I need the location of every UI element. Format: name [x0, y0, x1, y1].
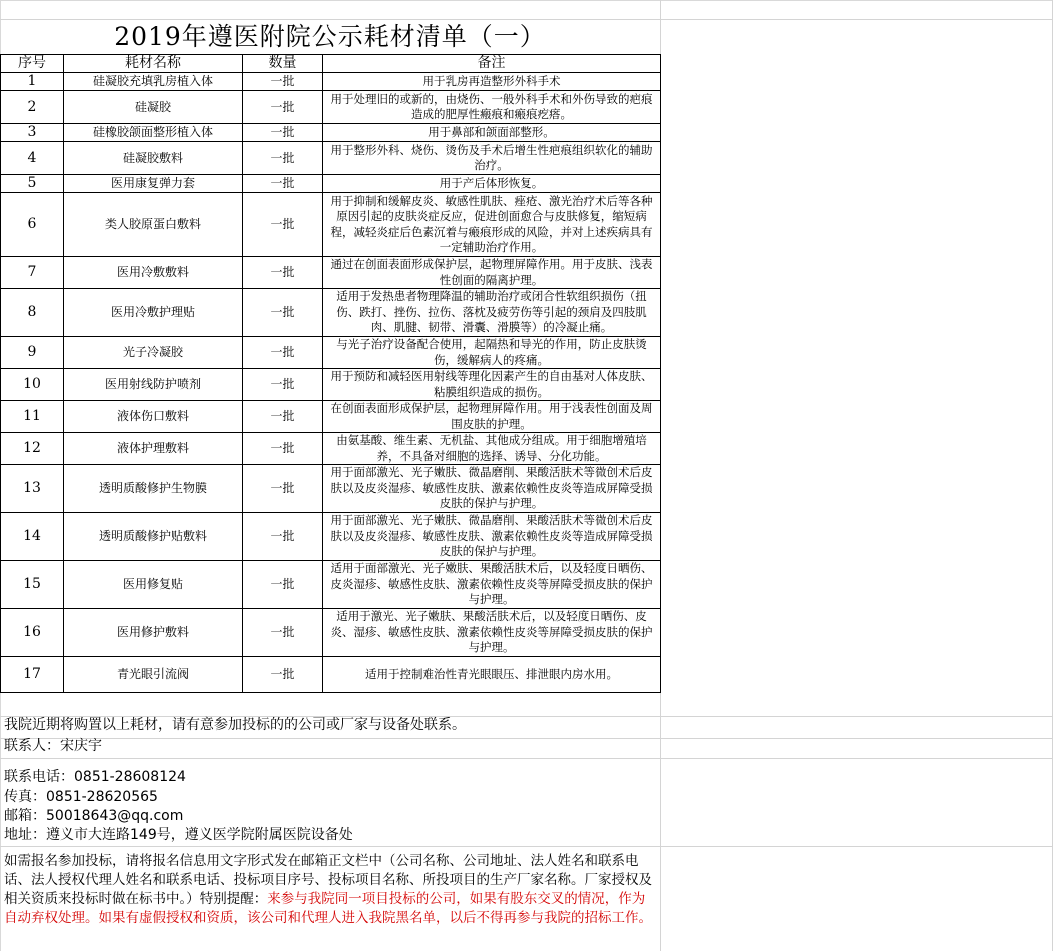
cell-remark: 适用于激光、光子嫩肤、果酸活肤术后，以及轻度日晒伤、皮炎、湿疹、敏感性皮肤、激素依赖性皮炎等屏障受损皮肤的保护与护理。	[323, 609, 661, 657]
cell-remark: 适用于发热患者物理降温的辅助治疗或闭合性软组织损伤（扭伤、跌打、挫伤、拉伤、落枕及疲劳伤等引起的颈肩及四肢肌肉、肌腱、韧带、滑囊、滑膜等）的冷凝止痛。	[323, 289, 661, 337]
table-row	[1, 369, 661, 401]
table-row	[1, 91, 661, 124]
cell-quantity: 一批	[243, 91, 323, 124]
cell-remark: 与光子治疗设备配合使用，起隔热和导光的作用，防止皮肤烫伤，缓解病人的疼痛。	[323, 337, 661, 369]
contact-fax: 传真：0851-28620565	[4, 789, 158, 805]
table-row	[1, 257, 661, 289]
header-index: 序号	[1, 55, 64, 73]
cell-index: 14	[1, 513, 64, 561]
cell-quantity: 一批	[243, 73, 323, 91]
cell-quantity: 一批	[243, 401, 323, 433]
header-quantity: 数量	[243, 55, 323, 73]
table-row	[1, 657, 661, 693]
cell-remark: 用于鼻部和颌面部整形。	[323, 124, 661, 142]
cell-index: 4	[1, 142, 64, 175]
cell-name: 青光眼引流阀	[64, 657, 243, 693]
cell-remark: 用于乳房再造整形外科手术	[323, 73, 661, 91]
cell-name: 医用射线防护喷剂	[64, 369, 243, 401]
table-row	[1, 175, 661, 193]
cell-remark: 适用于面部激光、光子嫩肤、果酸活肤术后，以及轻度日晒伤、皮炎湿疹、敏感性皮肤、激素依赖性皮炎等屏障受损皮肤的保护与护理。	[323, 561, 661, 609]
contact-phone: 联系电话：0851-28608124	[4, 769, 186, 785]
cell-quantity: 一批	[243, 193, 323, 257]
contact-person: 联系人：宋庆宇	[4, 738, 102, 754]
cell-name: 医用冷敷敷料	[64, 257, 243, 289]
table-header-row	[1, 55, 661, 73]
table-row	[1, 124, 661, 142]
cell-name: 液体护理敷料	[64, 433, 243, 465]
cell-quantity: 一批	[243, 142, 323, 175]
cell-remark: 通过在创面表面形成保护层，起物理屏障作用。用于皮肤、浅表性创面的隔离护理。	[323, 257, 661, 289]
cell-name: 医用康复弹力套	[64, 175, 243, 193]
cell-index: 12	[1, 433, 64, 465]
header-remark: 备注	[323, 55, 661, 73]
cell-name: 液体伤口敷料	[64, 401, 243, 433]
cell-index: 10	[1, 369, 64, 401]
cell-quantity: 一批	[243, 337, 323, 369]
table-row	[1, 337, 661, 369]
table-row	[1, 465, 661, 513]
table-row	[1, 289, 661, 337]
cell-quantity: 一批	[243, 369, 323, 401]
cell-quantity: 一批	[243, 609, 323, 657]
cell-index: 7	[1, 257, 64, 289]
grid-row-line	[0, 738, 1053, 739]
cell-remark: 用于抑制和缓解皮炎、敏感性肌肤、痤疮、激光治疗术后等各种原因引起的皮肤炎症反应，促进创面愈合与皮肤修复，缩短病程，减轻炎症后色素沉着与瘢痕形成的风险，并对上述疾病具有一定辅助治疗作用。	[323, 193, 661, 257]
cell-index: 2	[1, 91, 64, 124]
cell-name: 透明质酸修护贴敷料	[64, 513, 243, 561]
cell-name: 医用冷敷护理贴	[64, 289, 243, 337]
announcement-text: 我院近期将购置以上耗材，请有意参加投标的的公司或厂家与设备处联系。	[4, 717, 466, 733]
cell-remark: 用于整形外科、烧伤、烫伤及手术后增生性疤痕组织软化的辅助治疗。	[323, 142, 661, 175]
table-row	[1, 609, 661, 657]
cell-remark: 由氨基酸、维生素、无机盐、其他成分组成。用于细胞增殖培养，不具备对细胞的选择、诱导、分化功能。	[323, 433, 661, 465]
table-row	[1, 561, 661, 609]
header-name: 耗材名称	[64, 55, 243, 73]
cell-remark: 适用于控制难治性青光眼眼压、排泄眼内房水用。	[323, 657, 661, 693]
cell-quantity: 一批	[243, 289, 323, 337]
cell-name: 硅凝胶敷料	[64, 142, 243, 175]
cell-remark: 用于处理旧的或新的，由烧伤、一般外科手术和外伤导致的疤痕造成的肥厚性瘢痕和瘢痕疙瘩。	[323, 91, 661, 124]
cell-quantity: 一批	[243, 561, 323, 609]
instructions-text: 如需报名参加投标，请将报名信息用文字形式发在邮箱正文栏中（公司名称、公司地址、法人姓名和联系电话、法人授权代理人姓名和联系电话、投标项目序号、投标项目名称、所投项目的生产厂家名称。厂家授权及相关资质来投标时做在标书中。）特别提醒：	[4, 853, 652, 907]
warning-text: 来参与我院同一项目投标的公司，如果有股东交叉的情况，作为自动弃权处理。如果有虚假授权和资质，该公司和代理人进入我院黑名单，以后不得再参与我院的招标工作。	[4, 891, 652, 926]
cell-index: 13	[1, 465, 64, 513]
cell-quantity: 一批	[243, 124, 323, 142]
cell-name: 硅凝胶充填乳房植入体	[64, 73, 243, 91]
cell-quantity: 一批	[243, 513, 323, 561]
cell-quantity: 一批	[243, 433, 323, 465]
cell-name: 光子冷凝胶	[64, 337, 243, 369]
table-row	[1, 142, 661, 175]
table-row	[1, 193, 661, 257]
cell-remark: 用于产后体形恢复。	[323, 175, 661, 193]
contact-email: 邮箱：50018643@qq.com	[4, 808, 184, 824]
cell-quantity: 一批	[243, 175, 323, 193]
cell-index: 11	[1, 401, 64, 433]
cell-index: 5	[1, 175, 64, 193]
cell-index: 17	[1, 657, 64, 693]
cell-name: 医用修复贴	[64, 561, 243, 609]
table-row	[1, 401, 661, 433]
cell-remark: 在创面表面形成保护层，起物理屏障作用。用于浅表性创面及周围皮肤的护理。	[323, 401, 661, 433]
cell-index: 3	[1, 124, 64, 142]
cell-name: 类人胶原蛋白敷料	[64, 193, 243, 257]
table-row	[1, 73, 661, 91]
cell-name: 医用修护敷料	[64, 609, 243, 657]
document-title: 2019年遵医附院公示耗材清单（一）	[114, 22, 546, 51]
cell-index: 9	[1, 337, 64, 369]
cell-index: 16	[1, 609, 64, 657]
cell-quantity: 一批	[243, 657, 323, 693]
cell-index: 15	[1, 561, 64, 609]
cell-name: 硅橡胶颌面整形植入体	[64, 124, 243, 142]
cell-index: 8	[1, 289, 64, 337]
cell-quantity: 一批	[243, 257, 323, 289]
grid-row-line	[0, 846, 1053, 847]
consumables-table	[0, 54, 661, 693]
cell-remark: 用于面部激光、光子嫩肤、微晶磨削、果酸活肤术等微创术后皮肤以及皮炎湿疹、敏感性皮肤、激素依赖性皮炎等造成屏障受损皮肤的保护与护理。	[323, 513, 661, 561]
table-row	[1, 433, 661, 465]
cell-name: 透明质酸修护生物膜	[64, 465, 243, 513]
table-row	[1, 513, 661, 561]
contact-address: 地址：遵义市大连路149号，遵义医学院附属医院设备处	[4, 827, 353, 843]
grid-row-line	[0, 758, 1053, 759]
cell-remark: 用于面部激光、光子嫩肤、微晶磨削、果酸活肤术等微创术后皮肤以及皮炎湿疹、敏感性皮肤、激素依赖性皮炎等造成屏障受损皮肤的保护与护理。	[323, 465, 661, 513]
instructions-paragraph	[4, 852, 654, 928]
cell-quantity: 一批	[243, 465, 323, 513]
cell-index: 6	[1, 193, 64, 257]
cell-index: 1	[1, 73, 64, 91]
cell-remark: 用于预防和减轻医用射线等理化因素产生的自由基对人体皮肤、粘膜组织造成的损伤。	[323, 369, 661, 401]
cell-name: 硅凝胶	[64, 91, 243, 124]
